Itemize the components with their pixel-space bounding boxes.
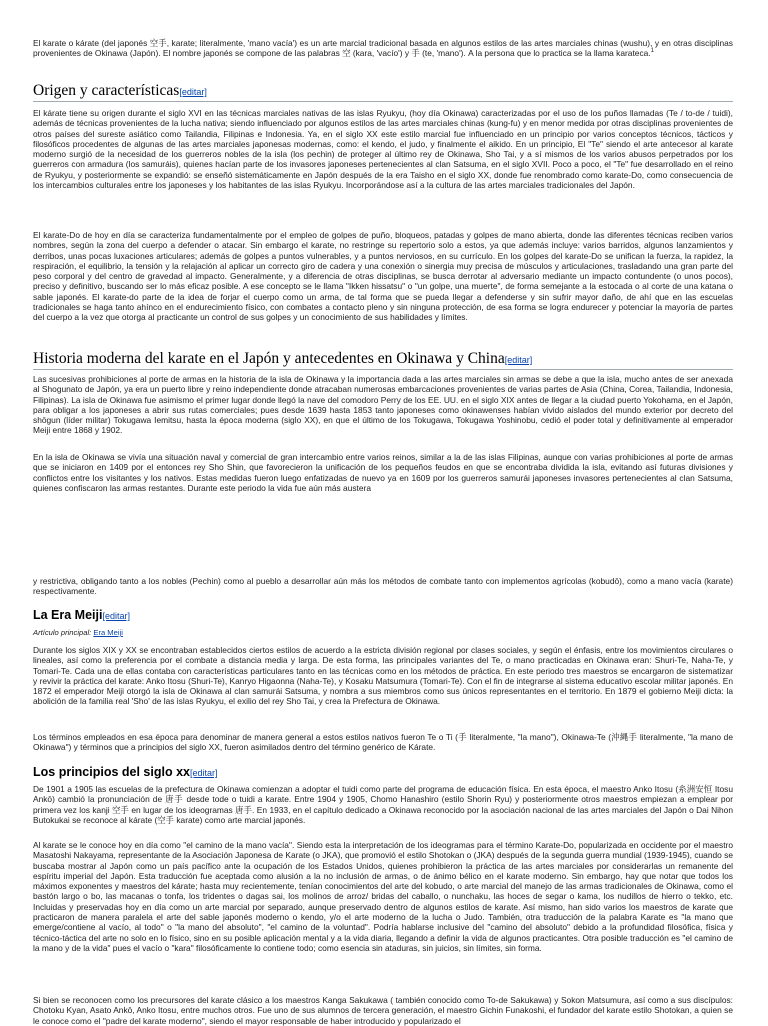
heading-meiji: La Era Meiji[editar]	[33, 608, 130, 622]
intro-footnote[interactable]: 1	[650, 48, 654, 55]
heading-origen: Origen y características[editar]	[33, 82, 733, 102]
historia-paragraph-1: Las sucesivas prohibiciones al porte de armas en la historia de la isla de Okinawa y la importancia dada a las artes marciales sin armas se debe a que la isla, mucho antes de ser anexada al Shogunato de Japón, ya era un puerto libre y reino independiente donde atracaban numerosas embarcaciones provenientes de varias partes de Asia (China, Corea, Tailandia, Indonesia, Filipinas). La isla de Okinawa fue asimismo el primer lugar donde llegó la nave del comodoro Perry de los EE. UU. en el siglo XIX antes de llegar a la ciudad puerto Yokohama, en el Japón, para obligar a los japoneses a abrir sus rutas comerciales; pues desde 1639 hasta 1853 tanto japoneses como okinawenses habían vivido aislados del mundo exterior por decreto del shōgun (líder militar) Tokugawa Iemitsu, hasta la época moderna (siglo XX), en que el último de los Tokugawa, Tokugawa Yoshinobu, cedió el poder total y definitivamente al emperador Meiji entre 1868 y 1902.	[33, 374, 733, 436]
meiji-paragraph-1: Durante los siglos XIX y XX se encontraban establecidos ciertos estilos de acuerdo a la estricta división regional por clases sociales, y según el énfasis, entre los movimientos circulares o lineales, así como la preferencia por el combate a distancia media y larga. De esta forma, las principales variantes del Te, o mano practicadas en Okinawa eran: Shuri-Te, Naha-Te, y Tomari-Te. Cada una de ellas contaba con características particulares tanto en las técnicas como en los métodos de práctica. En este periodo tres maestros se encargaron de sistematizar y revivir la práctica del karate: Anko Itosu (Shuri-Te), Kanryo Higaonna (Naha-Te), y Kosaku Matsumura (Tomari-Te). Con el fin de integrarse al sistema educativo escolar militar japonés. En 1872 el emperador Meiji otorgó la isla de Okinawa al clan samurái Satsuma, y nombra a sus miembros como sus únicos representantes en el territorio. En 1879 el gobierno Meiji dicta: la abolición de la familia real 'Sho' de las islas Ryukyu, el exilio del rey Sho Tai, y crea la Prefectura de Okinawa.	[33, 645, 733, 707]
origen-paragraph-2: El karate-Do de hoy en día se caracteriza fundamentalmente por el empleo de golpes de puño, bloqueos, patadas y golpes de mano abierta, donde las diferentes técnicas reciben varios nombres, según la zona del cuerpo a defender o atacar. Sin embargo el karate, no restringe su repertorio solo a estos, ya que además incluye: varios barridos, algunos lanzamientos y derribos, unas pocas luxaciones articulares; además de golpes a puntos vulnerables, y a puntos nerviosos, en su currículo. En los golpes del karate-Do se unifican la fuerza, la rapidez, la respiración, el equilibrio, la tensión y la relajación al aplicar un correcto giro de cadera y una conexión o sinergia muy precisa de músculos y articulaciones, trasladando una gran parte del peso corporal y del centro de gravedad al impacto. Generalmente, y a diferencia de otras disciplinas, se busca derrotar al adversario mediante un impacto contundente (o unos pocos), preciso y definitivo, buscando ser lo más eficaz posible. A ese concepto se le llama "Ikken hissatsu" o "un golpe, una muerte", de forma semejante a la estocada o al corte de una katana o sable japonés. El karate-do parte de la idea de forjar el cuerpo como un arma, de tal forma que se pueda llegar a defenderse y sin sufrir mayor daño, de ahí que en las escuelas tradicionales se haga tanto ahínco en el endurecimiento físico, con combates a contacto pleno y sin ninguna protección, de esa forma se logra endurecer y potenciar la mayoría de partes del cuerpo a la vez que otorga al practicante un control de sus golpes y un conocimiento de sus habilidades y límites.	[33, 230, 733, 323]
edit-link-principios[interactable]: [editar]	[189, 768, 218, 778]
intro-paragraph: El karate o kárate (del japonés 空手, karate; literalmente, 'mano vacía') es un arte marcial tradicional basada en algunos estilos de las artes marciales chinas (wushu), y en otras disciplinas provenientes de Okinawa (Japón). El nombre japonés se compone de las palabras 空 (kara, 'vacío') y 手 (te, 'mano'). A la persona que lo practica se la llama karateca.$^1$	[33, 38, 733, 59]
hatnote-meiji: Artículo principal: Era Meiji	[33, 628, 123, 637]
edit-link-historia[interactable]: [editar]	[504, 355, 533, 365]
edit-link-origen[interactable]: [editar]	[179, 87, 207, 97]
hatnote-link-meiji[interactable]: Era Meiji	[93, 628, 123, 637]
heading-principios: Los principios del siglo xx[editar]	[33, 765, 218, 779]
principios-paragraph-3: Si bien se reconocen como los precursores del karate clásico a los maestros Kanga Sakukawa ( también conocido como To-de Sakukawa) y Sokon Matsumura, así como a sus discípulos: Chotoku Kyan, Asato Ankō, Anko Itosu, entre muchos otros. Fue uno de sus alumnos de tercera generación, el maestro Gichin Funakoshi, el fundador del karate estilo Shotokan, a quien se le conoce como el "padre del karate moderno", siendo el mayor responsable de haber introducido y popularizado el	[33, 995, 733, 1026]
heading-historia: Historia moderna del karate en el Japón y antecedentes en Okinawa y China[editar]	[33, 350, 733, 370]
meiji-paragraph-2: Los términos empleados en esa época para denominar de manera general a estos estilos nativos fueron Te o Ti (手 literalmente, "la mano"), Okinawa-Te (沖縄手 literalmente, "la mano de Okinawa") y términos que a principios del siglo XX, fueron asimilados dentro del término genérico de Kárate.	[33, 732, 733, 753]
historia-paragraph-2: En la isla de Okinawa se vivía una situación naval y comercial de gran intercambio entre varios reinos, similar a la de las islas Filipinas, aunque con varias prohibiciones al porte de armas que se iniciaron en 1409 por el entonces rey Sho Shin, que favorecieron la unificación de los pequeños feudos en que se encontraba dividida la isla, evitando así futuras divisiones y conflictos entre los visitantes y los nativos. Estas medidas fueron luego enfatizadas de nuevo ya en 1609 por los guerreros samurái japoneses invasores pertenecientes al clan Satsuma, quienes confiscaron las armas restantes. Durante este periodo la vida fue aún más austera	[33, 452, 733, 493]
principios-paragraph-2: Al karate se le conoce hoy en día como "el camino de la mano vacía". Siendo esta la interpretación de los ideogramas para el término Karate-Do, popularizada en occidente por el maestro Masatoshi Nakayama, representante de la Asociación Japonesa de Karate (o JKA), que promovió el estilo Shotokan o (JKA) después de la segunda guerra mundial (1939-1945), cuando se buscaba mostrar al Japón como un país pacífico ante la ocupación de los Estados Unidos, quienes prohibieron la práctica de las artes marciales por considerarlas un remanente del espíritu imperial del Japón. Esta traducción fue aceptada como alusión a la no inclusión de armas, o de ánimo bélico en el karate moderno. Sin embargo, hay que notar que todos los máximos exponentes y maestros del kárate; hasta muy recientemente, tenían conocimientos del arte del kobudo, o arte marcial del manejo de las armas tradicionales de Okinawa, como el bastón largo o bo, las macanas o tonfa, los tridentes o dagas sai, los molinos de arroz/ bridas del caballo, o nunchaku, las hoces de segar o kama, los nudillos de hierro o tekko, etc. Incluidas y preservadas hoy en día como un arte marcial por separado, aunque preservado dentro de algunos estilos de karate. Así mismo, han sido varios los maestros de karate que practicaron de manera paralela el arte del sable japonés moderno o kendo, y/o el arte moderno de la lucha o Judo. También, otra traducción de la palabra Karate es "la mano que emerge/contiene al vacío, al todo" o "la mano del absoluto", "el camino de la voluntad". Podría hablarse inclusive del "camino del absoluto" debido a la profundidad filosófica, física y técnico-táctica del arte no solo en lo físico, sino en su posible aplicación mental y a la vida diaria, llegando a definir la vida de algunos practicantes. Otra posible traducción es "el camino de la mano y de la vida" pues el vacío o "kara" filosóficamente lo contiene todo; como esencia sin ataduras, sin juicios, sin límites, sin forma.	[33, 840, 733, 953]
edit-link-meiji[interactable]: [editar]	[102, 611, 130, 621]
principios-paragraph-1: De 1901 a 1905 las escuelas de la prefectura de Okinawa comienzan a adoptar el tuidi como parte del programa de educación física. En esta época, el maestro Anko Itosu (糸洲安恒 Itosu Ankō) cambió la pronunciación de 唐手 desde tode o tuidi a karate. Entre 1904 y 1905, Chomo Hanashiro (estilo Shorin Ryu) y posteriormente otros maestros empiezan a emplear por primera vez los kanji 空手 en lugar de los ideogramas 唐手. En 1933, en el capítulo dedicado a Okinawa reconocido por la asociación nacional de las artes marciales del Japón o Dai Nihon Butokukai se reconoce al kárate (空手 karate) como arte marcial japonés.	[33, 784, 733, 825]
origen-paragraph-1: El kárate tiene su origen durante el siglo XVI en las técnicas marciales nativas de las islas Ryukyu, (hoy día Okinawa) caracterizadas por el uso de los puños llamadas (Te / to-de / tuidi), además de técnicas provenientes de la lucha nativa; siendo influenciado por algunos estilos de las artes marciales chinas (kung-fu) y en menor medida por otras disciplinas provenientes de otros países del sureste asiático como Tailandia, Filipinas e Indonesia. Ya, en el siglo XX este estilo marcial fue influenciado en un principio por varios conceptos técnicos, tácticos y filosóficos procedentes de algunas de las artes marciales japonesas modernas, como: el kendo, el judo, y finalmente el aikido. En un principio, El "Te" siendo el arte antecesor al karate moderno surgió de la necesidad de los guerreros nobles de la isla (los pechin) de proteger al último rey de Okinawa, Sho Tai, y a sí mismos de los varios abusos perpetrados por los guerreros con armadura (los samuráis), quienes hacían parte de los invasores japoneses pertenecientes al clan Satsuma, en el siglo XVII. Poco a poco, el "Te" fue desarrollado en el reino de Ryukyu, y posteriormente se expandió: se enseñó sistemáticamente en Japón después de la era Taisho en el siglo XX, donde fue renombrado como karate-Do, como consecuencia de los intercambios culturales entre los japoneses y los habitantes de las islas Ryukyu. Incorporándose así a la cultura de las artes marciales tradicionales del Japón.	[33, 108, 733, 191]
historia-paragraph-3: y restrictiva, obligando tanto a los nobles (Pechin) como al pueblo a desarrollar aún más los métodos de combate tanto con implementos agrícolas (kobudō), como a mano vacía (karate) respectivamente.	[33, 576, 733, 597]
